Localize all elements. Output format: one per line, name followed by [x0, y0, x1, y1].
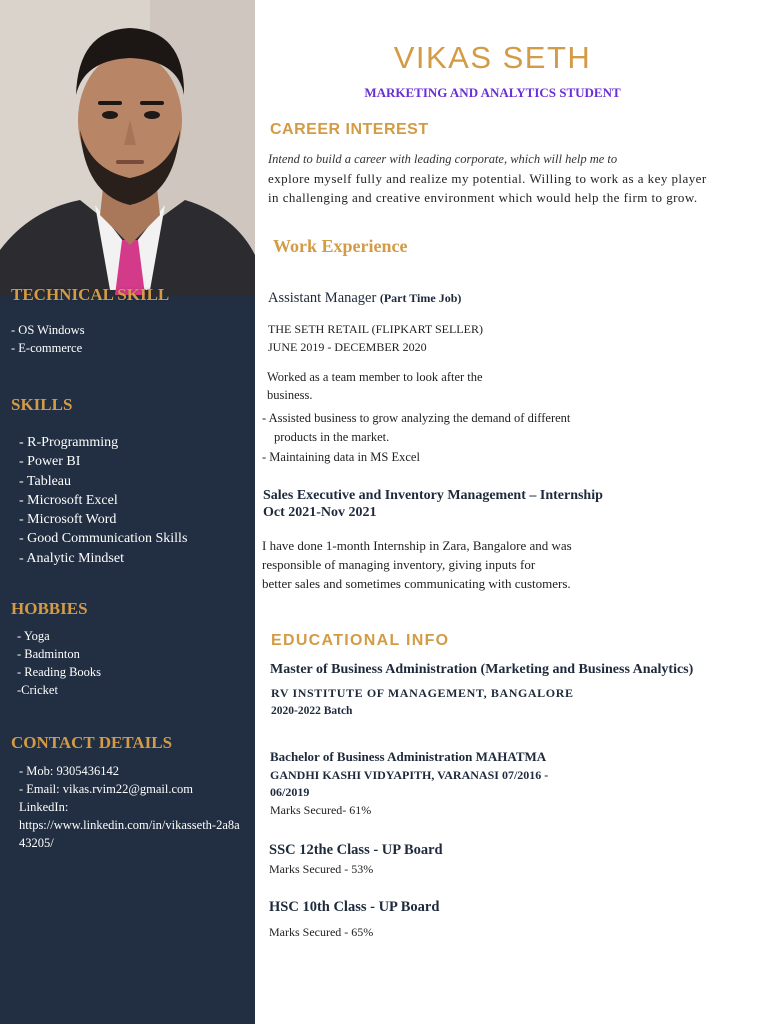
skills-heading: SKILLS — [11, 395, 73, 414]
sidebar — [0, 285, 255, 1024]
list-item: - R-Programming — [19, 435, 119, 450]
degree-title: HSC 10th Class - UP Board — [269, 899, 440, 915]
technical-skill-list — [11, 321, 85, 357]
hobbies-list — [17, 627, 101, 699]
technical-skill-heading: TECHNICAL SKILL — [11, 285, 170, 304]
job-bullet: - Assisted business to grow analyzing the demand of different — [262, 411, 571, 425]
job-dates: JUNE 2019 - DECEMBER 2020 — [268, 340, 427, 354]
educational-info-heading: EDUCATIONAL INFO — [271, 632, 450, 649]
job-bullet: products in the market. — [274, 430, 390, 444]
job-description: Worked as a team member to look after the — [267, 370, 483, 384]
email-address[interactable]: - Email: vikas.rvim22@gmail.com — [19, 782, 193, 796]
job-title-main: Assistant Manager — [268, 290, 377, 306]
job-description: responsible of managing inventory, giving inputs for — [262, 557, 536, 572]
career-interest-text: in challenging and creative environment which would help the firm to grow. — [268, 190, 698, 205]
list-item: - Badminton — [17, 647, 80, 661]
list-item: - Reading Books — [17, 665, 102, 679]
list-item: - Analytic Mindset — [19, 550, 124, 566]
phone-number: - Mob: 9305436142 — [19, 764, 119, 778]
job-dates: Oct 2021-Nov 2021 — [263, 505, 377, 520]
job-company: THE SETH RETAIL (FLIPKART SELLER) — [268, 322, 483, 336]
job-title: Sales Executive and Inventory Management – Internship — [263, 488, 603, 503]
linkedin-link[interactable]: https://www.linkedin.com/in/vikasseth-2a8a43205/ — [19, 818, 240, 850]
profile-photo — [0, 0, 255, 295]
candidate-name: VIKAS SETH — [393, 40, 592, 75]
skills-list — [19, 433, 187, 568]
work-experience-heading: Work Experience — [273, 236, 408, 256]
degree-title: SSC 12the Class - UP Board — [269, 842, 443, 858]
job-bullet: - Maintaining data in MS Excel — [262, 450, 420, 464]
marks-secured: Marks Secured - 53% — [269, 862, 374, 876]
hobbies-heading: HOBBIES — [11, 599, 88, 618]
institution-name: 06/2019 — [270, 785, 310, 799]
degree-batch: 2020-2022 Batch — [271, 705, 353, 717]
marks-secured: Marks Secured- 61% — [270, 803, 372, 817]
job-title — [268, 290, 461, 307]
degree-title: Bachelor of Business Administration MAHATMA — [270, 749, 547, 764]
job-description: I have done 1-month Internship in Zara, Bangalore and was — [262, 538, 572, 553]
marks-secured: Marks Secured - 65% — [269, 925, 374, 939]
list-item: - Tableau — [19, 473, 72, 489]
list-item: - Microsoft Excel — [19, 492, 118, 508]
list-item: - Microsoft Word — [19, 512, 117, 528]
linkedin-label: LinkedIn: — [19, 800, 69, 814]
list-item: - Power BI — [19, 454, 81, 470]
degree-title: Master of Business Administration (Marketing and Business Analytics) — [270, 662, 694, 677]
contact-details-list — [19, 762, 244, 852]
career-interest-text: Intend to build a career with leading corporate, which will help me to — [268, 152, 618, 166]
job-description: business. — [267, 388, 313, 402]
institution-name: RV INSTITUTE OF MANAGEMENT, BANGALORE — [271, 686, 574, 700]
list-item: - Yoga — [17, 629, 50, 643]
candidate-subtitle: MARKETING AND ANALYTICS STUDENT — [364, 85, 621, 100]
list-item: -Cricket — [17, 683, 58, 697]
job-description: better sales and sometimes communicating with customers. — [262, 576, 571, 591]
job-title-note: (Part Time Job) — [379, 291, 462, 305]
profile-photo-illustration — [0, 0, 255, 295]
career-interest-text: explore myself fully and realize my potential. Willing to work as a key player — [268, 171, 707, 186]
list-item: - Good Communication Skills — [19, 531, 188, 547]
institution-name: GANDHI KASHI VIDYAPITH, VARANASI 07/2016 - — [270, 768, 549, 782]
career-interest-heading: CAREER INTEREST — [270, 121, 429, 138]
list-item: - OS Windows — [11, 323, 85, 337]
contact-details-heading: CONTACT DETAILS — [11, 733, 173, 752]
list-item: - E-commerce — [11, 341, 83, 355]
